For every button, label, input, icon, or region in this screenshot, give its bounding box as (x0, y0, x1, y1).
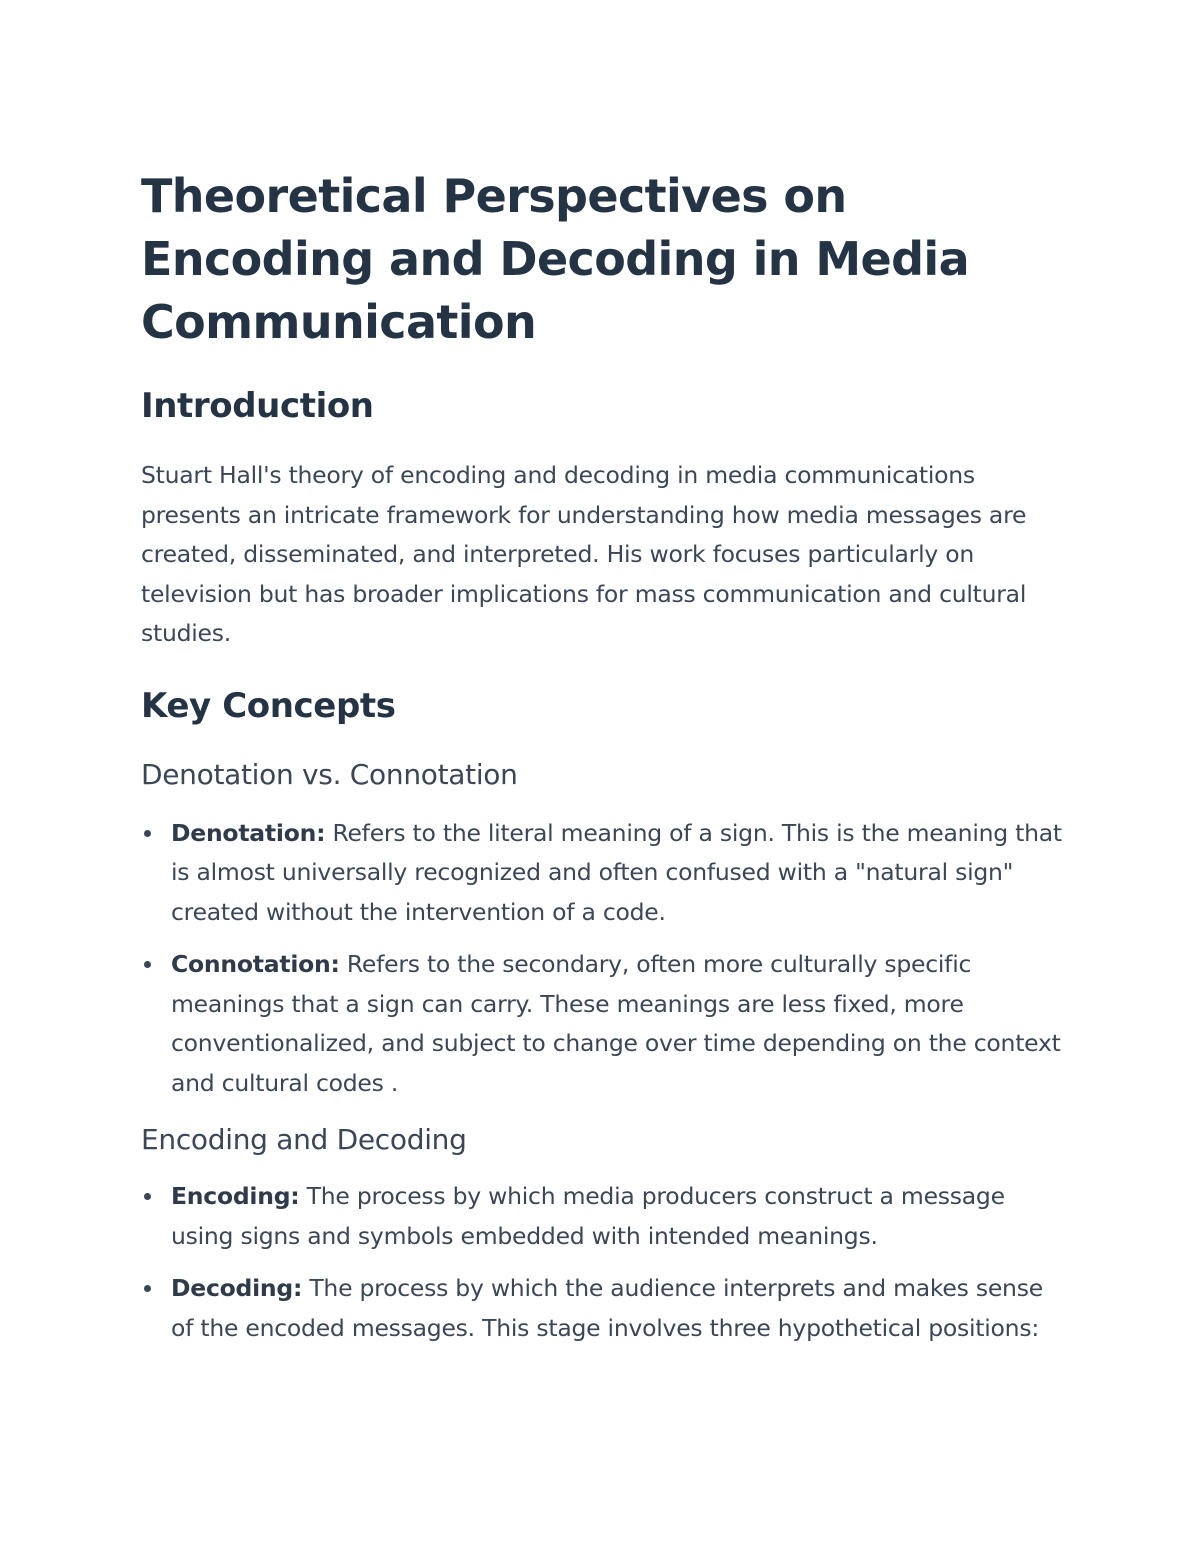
document-page (141, 165, 1071, 1348)
definition-connotation: Refers to the secondary, often more culturally specific meanings that a sign can carry. These meanings are less fixed, more conventionalized, and subject to change over time depending on the context and cultural codes . (171, 950, 1061, 1097)
introduction-paragraph: Stuart Hall's theory of encoding and decoding in media communications presents an intricate framework for understanding how media messages are created, disseminated, and interpreted. His work focuses particularly on television but has broader implications for mass communication and cultural studies. (141, 461, 1027, 647)
term-encoding: Encoding: (171, 1182, 300, 1210)
list-item-connotation (141, 945, 1071, 1103)
list-item-encoding (141, 1177, 1071, 1256)
subheading-encoding-decoding: Encoding and Decoding (141, 1123, 467, 1156)
bullet-icon (144, 1285, 151, 1292)
definition-decoding: The process by which the audience interprets and makes sense of the encoded messages. This stage involves three hypothetical positions: (171, 1274, 1043, 1342)
subheading-denotation-connotation: Denotation vs. Connotation (141, 757, 518, 791)
bullet-icon (144, 830, 151, 837)
term-denotation: Denotation: (171, 818, 326, 847)
bullet-icon (144, 961, 151, 968)
list-item-denotation (141, 814, 1071, 933)
denotation-connotation-list (141, 814, 1071, 1104)
definition-encoding: The process by which media producers construct a message using signs and symbols embedded with intended meanings. (171, 1182, 1005, 1250)
document-title: Theoretical Perspectives on Encoding and Decoding in Media Communication (141, 169, 970, 349)
section-heading-key-concepts: Key Concepts (141, 685, 396, 726)
section-heading-introduction: Introduction (141, 386, 374, 426)
bullet-icon (144, 1193, 151, 1200)
term-decoding: Decoding: (171, 1274, 303, 1302)
definition-denotation: Refers to the literal meaning of a sign. This is the meaning that is almost universally recognized and often confused with a "natural sign" created without the intervention of a code. (171, 818, 1062, 926)
encoding-decoding-list (141, 1177, 1071, 1348)
list-item-decoding (141, 1269, 1071, 1348)
term-connotation: Connotation: (171, 950, 340, 978)
